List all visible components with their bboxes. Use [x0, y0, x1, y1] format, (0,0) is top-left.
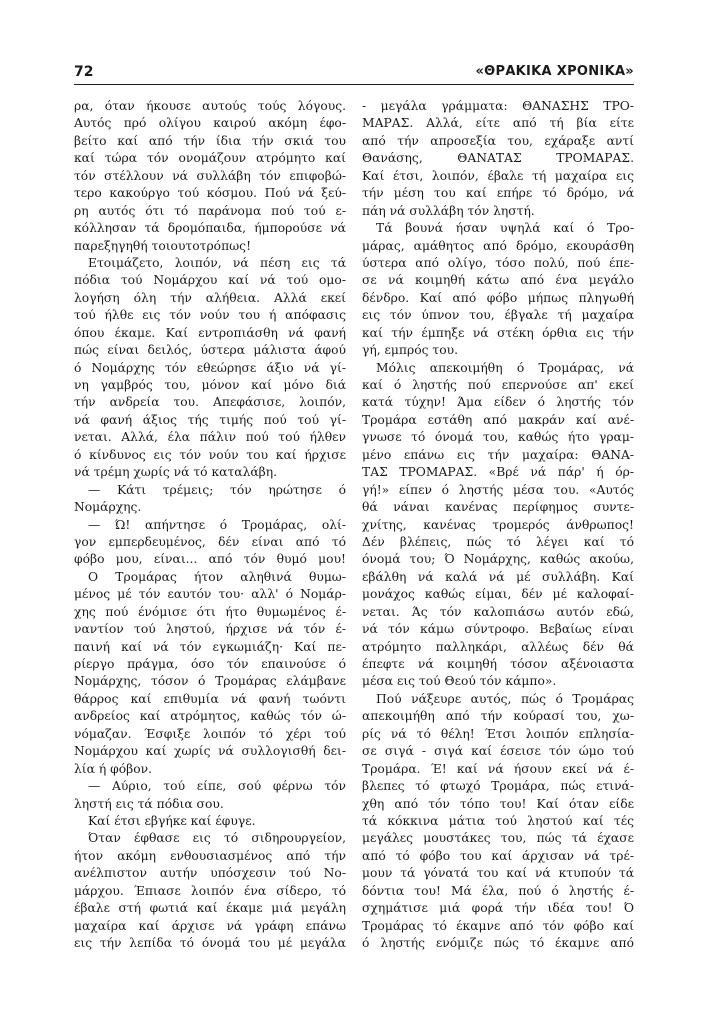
- text-line: νά τρέμη χωρίς νά τό καταλάβη.: [74, 465, 278, 480]
- text-line: Αυτός πρό ολίγου καιρού ακόμη έφο-: [74, 116, 346, 131]
- text-line: από τήν απροσεξία του, εχάραξε αντί: [362, 133, 634, 148]
- text-line: όνομά του; Ό Νομάρχης, καθώς ακούω,: [362, 552, 634, 567]
- text-line: ΤΑΣ ΤΡΟΜΑΡΑΣ. «Βρέ νά πάρ' ή όρ-: [362, 465, 634, 480]
- text-line: Νομάρχης.: [74, 500, 142, 515]
- text-line: μονάχος καθώς είμαι, δέν μέ καλοφαί-: [362, 587, 634, 602]
- journal-title: «ΘΡΑΚΙΚΑ ΧΡΟΝΙΚΑ»: [475, 64, 634, 79]
- text-line: εβάλθη νά καλά νά μέ συλλάβη. Καί: [362, 569, 634, 584]
- text-line: μαχαίρα καί άρχισε νά γράφη επάνω: [74, 918, 346, 933]
- text-line: κατά τύχην! Άμα είδεν ό ληστής τόν: [362, 395, 634, 410]
- text-line: Ετοιμάζετο, λοιπόν, νά πέση εις τά: [88, 255, 346, 270]
- text-line: σε νά κοιμηθή κάτω από ένα μεγάλο: [362, 273, 634, 288]
- text-line: κόλλησαν τά δρομόπαιδα, ήμπορούσε νά: [74, 221, 346, 236]
- text-line: Τρομάρα. Έ! καί νά ήσουν εκεί νά έ-: [362, 761, 634, 776]
- text-line: φόβο μου, είναι... από τόν θυμό μου!: [74, 552, 346, 567]
- text-line: Ο Τρομάρας ήτον αληθινά θυμω-: [88, 569, 346, 584]
- text-line: νά φανή άξιος τής τιμής πού τού γί-: [74, 412, 346, 427]
- text-line: γον εμπερδευμένος, δέν είναι από τό: [74, 534, 346, 549]
- text-line: μεγάλες μουστάκες του, πώς τά έχασε: [362, 831, 634, 846]
- text-line: έπεφτε νά κοιμηθή τόσον αξένοιαστα: [362, 657, 634, 671]
- text-line: λογήση όλη τήν αλήθεια. Αλλά εκεί: [74, 290, 346, 305]
- page-header: [74, 62, 634, 85]
- text-line: δόντια του! Μά έλα, πού ό ληστής έ-: [362, 883, 634, 898]
- text-line: Τρομάρας τό έκαμνε από τόν φόβο καί: [362, 918, 634, 933]
- text-line: χθη από τόν τόπο του! Καί όταν είδε: [362, 796, 634, 811]
- text-line: Τά βουνά ήσαν υψηλά καί ό Τρο-: [376, 221, 634, 236]
- text-line: νεται. Αλλά, έλα πάλιν πού τού ήλθεν: [74, 430, 346, 445]
- text-line: Πού νάξευρε αυτός, πώς ό Τρομάρας: [376, 691, 634, 706]
- text-line: ό ληστής ενόμιζε πώς τό έκαμνε από: [362, 936, 634, 950]
- text-line: ατρόμητο παλληκάρι, αλλέως δέν θά: [362, 639, 634, 654]
- text-line: βλεπες τό φτωχό Τρομάρα, πώς ετινά-: [362, 779, 634, 794]
- text-line: γή, εμπρός του.: [362, 343, 458, 358]
- text-line: δένδρο. Καί από φόβο μήπως πληγωθή: [362, 290, 634, 305]
- text-line: μάρχου. Έπιασε λοιπόν ένα σίδερο, τό: [74, 883, 346, 898]
- text-line: σχημάτισε μιά φορά τήν ιδέα του! Ό: [362, 901, 634, 916]
- text-line: χης πού ένόμισε ότι ήτο θυμωμένος έ-: [74, 604, 346, 619]
- text-line: γή!» είπεν ό ληστής μέσα του. «Αυτός: [362, 482, 634, 497]
- text-line: εις τήν λεπίδα τό όνομά του μέ μεγάλα: [74, 936, 346, 950]
- text-line: Τρομάρα εστάθη από μακράν καί ανέ-: [362, 412, 634, 427]
- text-line: παρεξηγηθή τοιουτοτρόπως!: [74, 238, 252, 253]
- text-line: έβαλε στή φωτιά καί έκαμε μιά μεγάλη: [74, 901, 346, 916]
- text-line: τήν μέση του καί επήρε τό δρόμο, νά: [362, 186, 634, 201]
- text-line: από τό φόβο του καί άρχισαν νά τρέ-: [362, 848, 634, 863]
- text-line: ναντίον τού ληστού, ήρχισε νά τόν έ-: [74, 622, 346, 637]
- text-line: μένο επάνω εις τήν μαχαίρα: ΘΑΝΑ-: [362, 447, 634, 462]
- text-line: νη γαμβρός του, μόνον καί μόνο διά: [74, 378, 346, 392]
- text-line: καί τήν έμπηξε νά στέκη όρθια εις τήν: [362, 325, 634, 340]
- text-line: τού ήλθε εις τόν νούν του ή απόφασις: [74, 308, 346, 323]
- text-line: παινή καί νά τόν εγκωμιάζη· Καί πε-: [74, 639, 346, 654]
- text-line: ύστερα από ολίγο, τόσο πολύ, πού έπε-: [362, 255, 634, 270]
- text-line: Θανάσης, ΘΑΝΑΤΑΣ ΤΡΟΜΑΡΑΣ.: [362, 151, 634, 166]
- text-line: εις τόν ύπνον του, έβγαλε τή μαχαίρα: [362, 308, 634, 323]
- text-line: όπου έκαμε. Καί εντροπιάσθη νά φανή: [74, 325, 346, 340]
- text-line: μέσα εις τού Θεού τόν κάμπο».: [362, 674, 557, 689]
- text-line: απεκοιμήθη από τήν κούρασί του, χω-: [362, 709, 634, 724]
- text-line: τήν ανδρεία του. Απεφάσισε, λοιπόν,: [74, 395, 346, 410]
- text-line: νά τόν κάμω σύντροφο. Βεβαίως είναι: [362, 622, 634, 637]
- page-number: 72: [74, 64, 94, 80]
- text-line: τόν στέλλουν νά συλλάβη τόν επιφοβώ-: [74, 168, 346, 183]
- text-line: τά κόκκινα μάτια τού ληστού καί τές: [362, 813, 634, 828]
- text-line: νόμαζαν. Έσφιξε λοιπόν τό χέρι τού: [74, 726, 346, 741]
- text-line: ρίς νά τό θέλη! Έτσι λοιπόν επλησία-: [362, 726, 634, 741]
- text-line: καί τώρα τόν ονομάζουν ατρόμητο καί: [74, 151, 346, 166]
- text-line: βείτο καί από τήν ίδια τήν σκιά του: [74, 133, 346, 148]
- text-line: ληστή εις τά πόδια σου.: [74, 796, 224, 811]
- text-line: ΜΑΡΑΣ. Αλλά, είτε από τή βία είτε: [362, 116, 634, 131]
- text-line: νεται. Άς τόν καλοπιάσω αυτόν εδώ,: [362, 604, 634, 619]
- text-line: Δέν βλέπεις, πώς τό λέγει καί τό: [362, 534, 634, 549]
- text-line: Νομάρχου καί χωρίς νά συλλογισθή δει-: [74, 744, 346, 759]
- text-line: Νομάρχης, τόσον ό Τρομάρας ελάμβανε: [74, 674, 346, 689]
- text-line: γνωσε τό όνομά του, καθώς ήτο γραμ-: [362, 430, 634, 445]
- text-line: πάη νά συλλάβη τόν ληστή.: [362, 203, 535, 218]
- text-line: θάρρος καί επιθυμία νά φανή τωόντι: [74, 691, 346, 706]
- text-line: ρη αυτός ότι τό παράνομα πού τού ε-: [74, 203, 346, 218]
- text-line: Μόλις απεκοιμήθη ό Τρομάρας, νά: [376, 360, 634, 375]
- text-line: — Κάτι τρέμεις; τόν ηρώτησε ό: [88, 482, 346, 497]
- left-text-column: [74, 98, 346, 952]
- text-line: πώς είναι δειλός, ύστερα μάλιστα άφού: [74, 343, 346, 358]
- text-line: καί ό ληστής πού επερνούσε απ' εκεί: [362, 378, 634, 392]
- text-line: πόδια τού Νομάρχου καί νά τού ομο-: [74, 273, 346, 288]
- text-line: ρα, όταν ήκουσε αυτούς τούς λόγους.: [74, 99, 346, 113]
- text-line: Καί έτσι εβγήκε καί έφυγε.: [88, 813, 256, 828]
- text-line: — Ώ! απήντησε ό Τρομάρας, ολί-: [88, 517, 346, 532]
- text-line: μάρας, αμάθητος από δρόμο, εκουράσθη: [362, 238, 634, 253]
- right-text-column: [362, 98, 634, 952]
- text-line: μένος μέ τόν εαυτόν του· αλλ' ό Νομάρ-: [74, 587, 346, 602]
- text-line: χνίτης, κανένας τρομερός άνθρωπος!: [362, 517, 634, 532]
- text-line: θά νάναι κανένας περίφημος συντε-: [362, 500, 634, 515]
- text-line: Όταν έφθασε εις τό σιδηρουργείον,: [88, 831, 346, 846]
- text-line: Καί έτσι, λοιπόν, έβαλε τή μαχαίρα εις: [362, 168, 634, 183]
- text-line: ανδρείος καί ατρόμητος, καθώς τόν ώ-: [74, 709, 346, 724]
- text-line: τερο κακούργο τού κόσμου. Πού νά ξεύ-: [74, 186, 346, 201]
- text-line: - μεγάλα γράμματα: ΘΑΝΑΣΗΣ ΤΡΟ-: [362, 99, 634, 113]
- text-line: — Αύριο, τού είπε, σού φέρνω τόν: [88, 779, 346, 794]
- text-line: λία ή φόβον.: [74, 761, 153, 776]
- text-line: μουν τά γόνατά του καί νά κτυπούν τά: [362, 866, 634, 881]
- text-line: ήτον ακόμη ενθουσιασμένος από τήν: [74, 848, 346, 863]
- text-line: σε σιγά - σιγά καί έσεισε τόν ώμο τού: [362, 744, 634, 759]
- text-line: ό κίνδυνος εις τόν νούν του καί ήρχισε: [74, 447, 346, 462]
- text-line: ό Νομάρχης τόν εθεώρησε άξιο νά γί-: [74, 360, 346, 375]
- text-line: ρίεργο πράγμα, όσο τόν επαινούσε ό: [74, 657, 346, 671]
- text-line: ανέλπιστον αυτήν υπόσχεσιν τού Νο-: [74, 866, 346, 881]
